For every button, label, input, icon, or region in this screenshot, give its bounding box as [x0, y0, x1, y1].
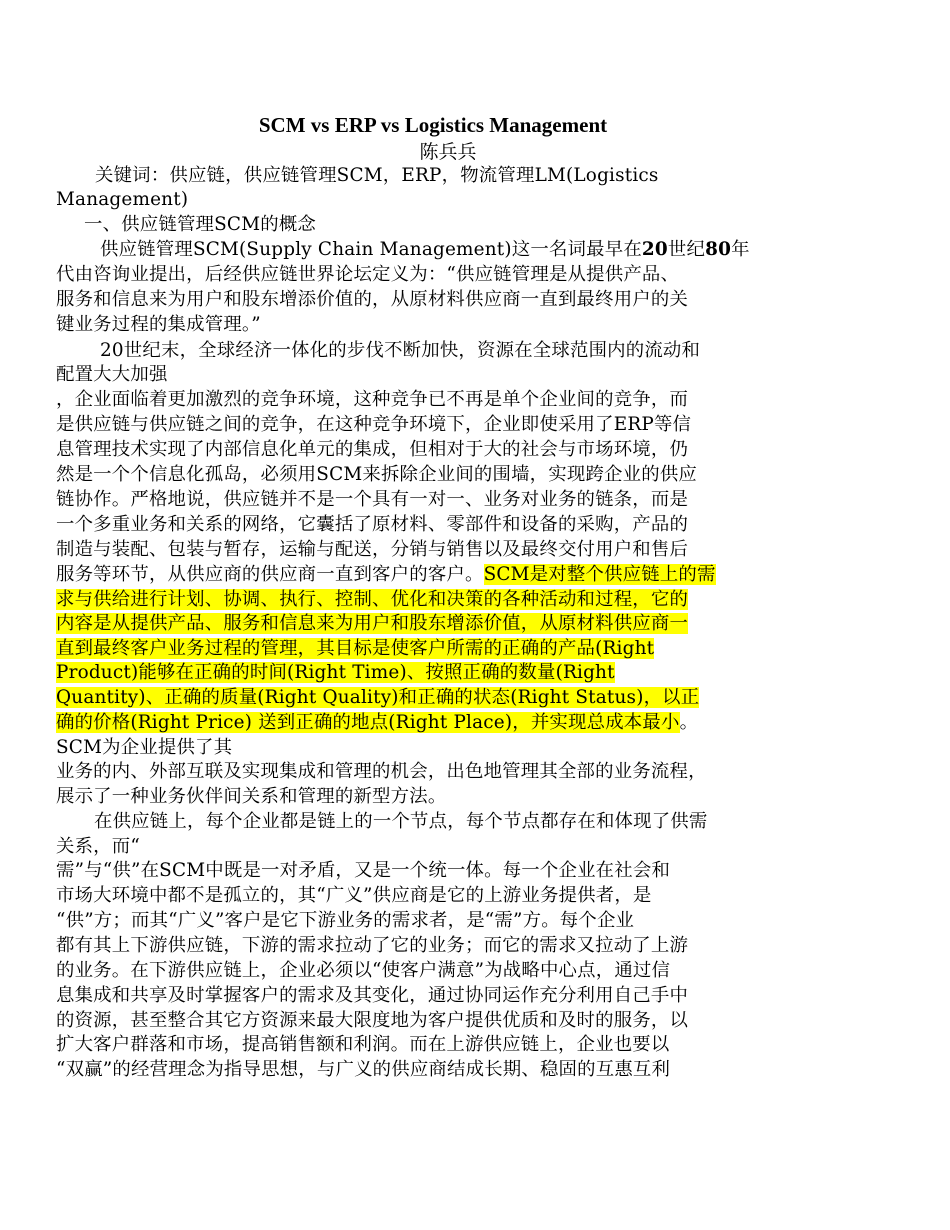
body-text: 供应链管理SCM(Supply Chain Management)这一名词最早在 [100, 239, 642, 260]
body-line [56, 612, 688, 636]
document-title: SCM vs ERP vs Logistics Management [258, 113, 608, 137]
body-line [56, 934, 688, 958]
body-line [56, 637, 654, 661]
body-line [56, 959, 670, 983]
body-text: 需”与“供”在SCM中既是一对矛盾，又是一个统一体。每一个企业在社会和 [56, 860, 671, 881]
body-text: 20 [641, 239, 668, 260]
body-text: “双赢”的经营理念为指导思想，与广义的供应商结成长期、稳固的互惠互利 [56, 1059, 671, 1080]
body-line [56, 909, 634, 933]
body-line [56, 388, 688, 412]
body-line [56, 188, 188, 212]
highlighted-text: 内容是从提供产品、服务和信息来为用户和股东增添价值，从原材料供应商一 [56, 613, 689, 634]
highlighted-text: 求与供给进行计划、协调、执行、控制、优化和决策的各种活动和过程，它的 [56, 589, 689, 610]
body-line [95, 164, 659, 188]
body-text: 关系，而“ [56, 836, 140, 857]
body-text: 的资源，甚至整合其它方资源来最大限度地为客户提供优质和及时的服务，以 [56, 1010, 689, 1031]
body-line [56, 463, 697, 487]
body-line [56, 736, 232, 760]
body-text: 展示了一种业务伙伴间关系和管理的新型方法。 [56, 786, 447, 807]
body-text: 在供应链上，每个企业都是链上的一个节点，每个节点都存在和体现了供需 [94, 811, 708, 832]
body-text: 链协作。严格地说，供应链并不是一个具有一对一、业务对业务的链条，而是 [56, 489, 689, 510]
body-line [56, 563, 716, 587]
body-line [56, 984, 688, 1008]
body-line [56, 538, 688, 562]
body-text: 业务的内、外部互联及实现集成和管理的机会，出色地管理其全部的业务流程， [56, 761, 707, 782]
highlighted-text: Product)能够在正确的时间(Right Time)、按照正确的数量(Right [56, 662, 615, 683]
body-text: 市场大环境中都不是孤立的，其“广义”供应商是它的上游业务提供者，是 [56, 885, 652, 906]
body-text: 一个多重业务和关系的网络，它囊括了原材料、零部件和设备的采购，产品的 [56, 514, 689, 535]
body-line [56, 686, 699, 710]
body-text: 服务和信息来为用户和股东增添价值的，从原材料供应商一直到最终用户的关 [56, 289, 689, 310]
body-text: 服务等环节，从供应商的供应商一直到客户的客户。 [56, 564, 484, 585]
body-line [56, 588, 688, 612]
body-line [56, 488, 688, 512]
body-line [56, 711, 698, 735]
body-line [56, 835, 140, 859]
body-text: 都有其上下游供应链，下游的需求拉动了它的业务；而它的需求又拉动了上游 [56, 935, 689, 956]
body-text: 息管理技术实现了内部信息化单元的集成，但相对于大的社会与市场环境，仍 [56, 439, 689, 460]
body-line [56, 513, 688, 537]
body-text: 关键词：供应链，供应链管理SCM，ERP，物流管理LM(Logistics [95, 165, 659, 186]
body-text: 。 [679, 712, 699, 733]
body-text: “供”方；而其“广义”客户是它下游业务的需求者，是“需”方。每个企业 [56, 910, 635, 931]
body-line [56, 1033, 670, 1057]
body-line [56, 884, 652, 908]
body-text: 一、供应链管理SCM的概念 [84, 214, 317, 235]
body-text: 配置大大加强 [56, 364, 168, 385]
body-text: 息集成和共享及时掌握客户的需求及其变化，通过协同运作充分利用自己手中 [56, 985, 689, 1006]
body-line [56, 785, 446, 809]
body-line [56, 288, 688, 312]
body-text: 20世纪末，全球经济一体化的步伐不断加快，资源在全球范围内的流动和 [100, 340, 701, 361]
body-line [56, 859, 670, 883]
body-line [56, 438, 688, 462]
body-line [84, 213, 316, 237]
body-text: 年 [731, 239, 750, 260]
body-text: 制造与装配、包装与暂存，运输与配送，分销与销售以及最终交付用户和售后 [56, 539, 689, 560]
body-text: 键业务过程的集成管理。” [56, 314, 261, 335]
body-line [56, 1009, 688, 1033]
highlighted-text: Quantity)、正确的质量(Right Quality)和正确的状态(Right Status)，以正 [56, 687, 700, 708]
body-text: 代由咨询业提出，后经供应链世界论坛定义为：“供应链管理是从提供产品、 [56, 264, 680, 285]
highlighted-text: 确的价格(Right Price) 送到正确的地点(Right Place)，并实现总成本最小 [56, 712, 680, 733]
body-text: ，企业面临着更加激烈的竞争环境，这种竞争已不再是单个企业间的竞争，而 [56, 389, 689, 410]
body-line [56, 313, 261, 337]
body-line [56, 413, 691, 437]
body-text: 80 [705, 239, 732, 260]
highlighted-text: SCM是对整个供应链上的需 [483, 564, 716, 585]
body-text: 的业务。在下游供应链上，企业必须以“使客户满意”为战略中心点，通过信 [56, 960, 671, 981]
body-line [56, 760, 707, 784]
body-text: 扩大客户群落和市场，提高销售额和利润。而在上游供应链上，企业也要以 [56, 1034, 670, 1055]
body-line [100, 339, 700, 363]
body-text: Management) [56, 189, 189, 210]
document-author: 陈兵兵 [419, 141, 477, 163]
body-line [56, 1058, 670, 1082]
body-text: 世纪 [667, 239, 706, 260]
body-text: 是供应链与供应链之间的竞争，在这种竞争环境下，企业即使采用了ERP等信 [56, 414, 692, 435]
body-line [56, 363, 168, 387]
body-text: 然是一个个信息化孤岛，必须用SCM来拆除企业间的围墙，实现跨企业的供应 [56, 464, 698, 485]
body-line [94, 810, 708, 834]
body-text: SCM为企业提供了其 [56, 737, 233, 758]
highlighted-text: 直到最终客户业务过程的管理，其目标是使客户所需的正确的产品(Right [56, 638, 655, 659]
body-line [100, 238, 750, 262]
body-line [56, 661, 615, 685]
body-line [56, 263, 679, 287]
